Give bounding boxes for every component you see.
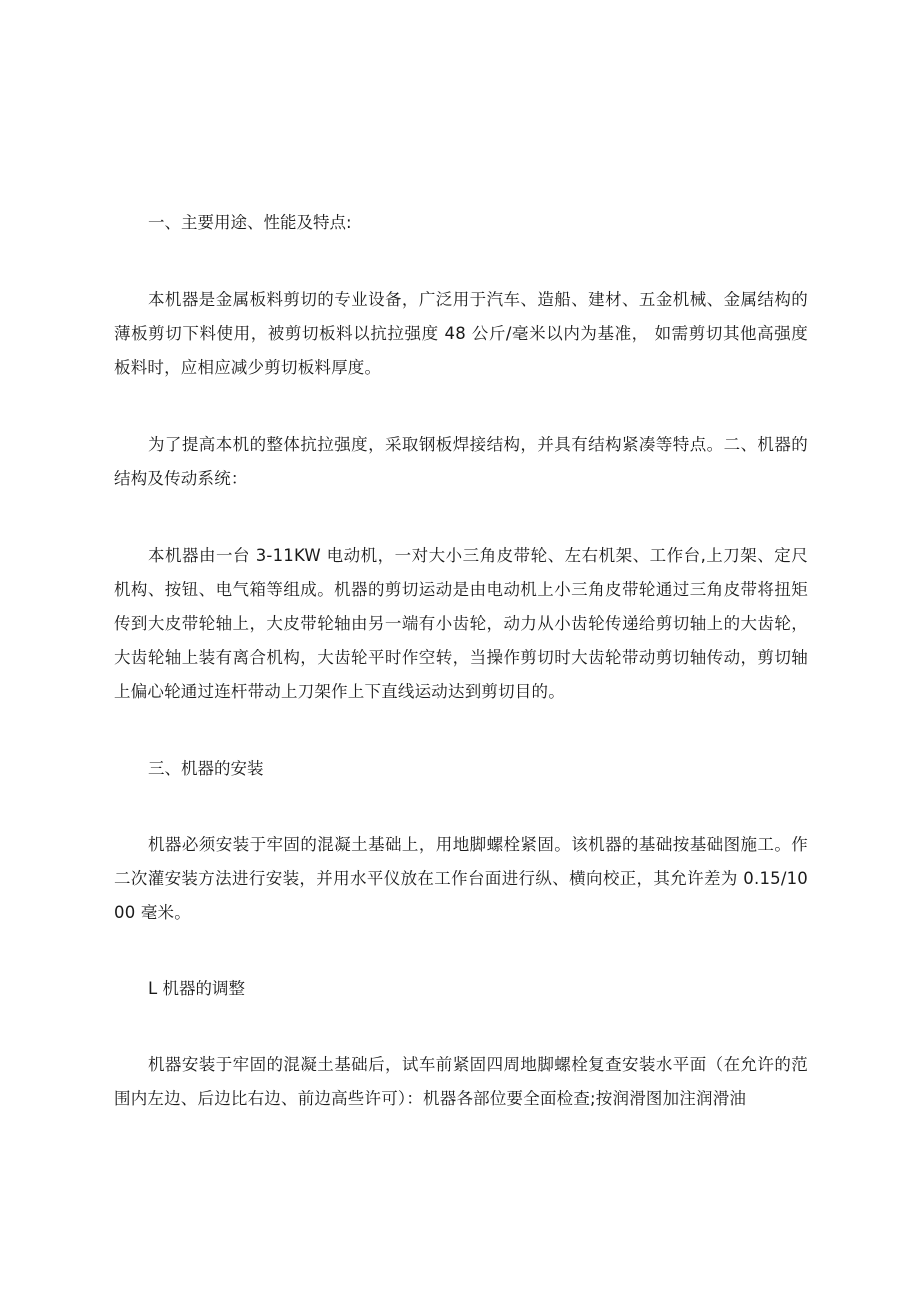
paragraph-installation: 机器必须安装于牢固的混凝土基础上，用地脚螺栓紧固。该机器的基础按基础图施工。作二次灌安装方法进行安装，并用水平仪放在工作台面进行纵、横向校正，其允许差为 0.15/1000 毫米。 xyxy=(114,835,808,922)
paragraph-adjustment: 机器安装于牢固的混凝土基础后，试车前紧固四周地脚螺栓复查安装水平面（在允许的范围内左边、后边比右边、前边高些许可）：机器各部位要全面检查;按润滑图加注润滑油 xyxy=(114,1055,808,1108)
document-body xyxy=(114,206,808,1116)
paragraph-structure: 为了提高本机的整体抗拉强度，采取钢板焊接结构，并具有结构紧凑等特点。二、机器的结构及传动系统： xyxy=(114,435,808,488)
paragraph-usage: 本机器是金属板料剪切的专业设备，广泛用于汽车、造船、建材、五金机械、金属结构的薄板剪切下料使用，被剪切板料以抗拉强度 48 公斤/毫米以内为基准， 如需剪切其他高强度板料时，应相应减少剪切板料厚度。 xyxy=(114,290,808,377)
paragraph-drive-system: 本机器由一台 3-11KW 电动机，一对大小三角皮带轮、左右机架、工作台,上刀架、定尺机构、按钮、电气箱等组成。机器的剪切运动是由电动机上小三角皮带轮通过三角皮带将扭矩传到大皮带轮轴上，大皮带轮轴由另一端有小齿轮，动力从小齿轮传递给剪切轴上的大齿轮，大齿轮轴上装有离合机构，大齿轮平时作空转，当操作剪切时大齿轮带动剪切轴传动，剪切轴上偏心轮通过连杆带动上刀架作上下直线运动达到剪切目的。 xyxy=(114,546,808,701)
section-heading-installation: 三、机器的安装 xyxy=(148,759,264,778)
section-heading-adjustment: L 机器的调整 xyxy=(148,979,245,998)
section-heading-usage: 一、主要用途、性能及特点: xyxy=(148,213,352,232)
